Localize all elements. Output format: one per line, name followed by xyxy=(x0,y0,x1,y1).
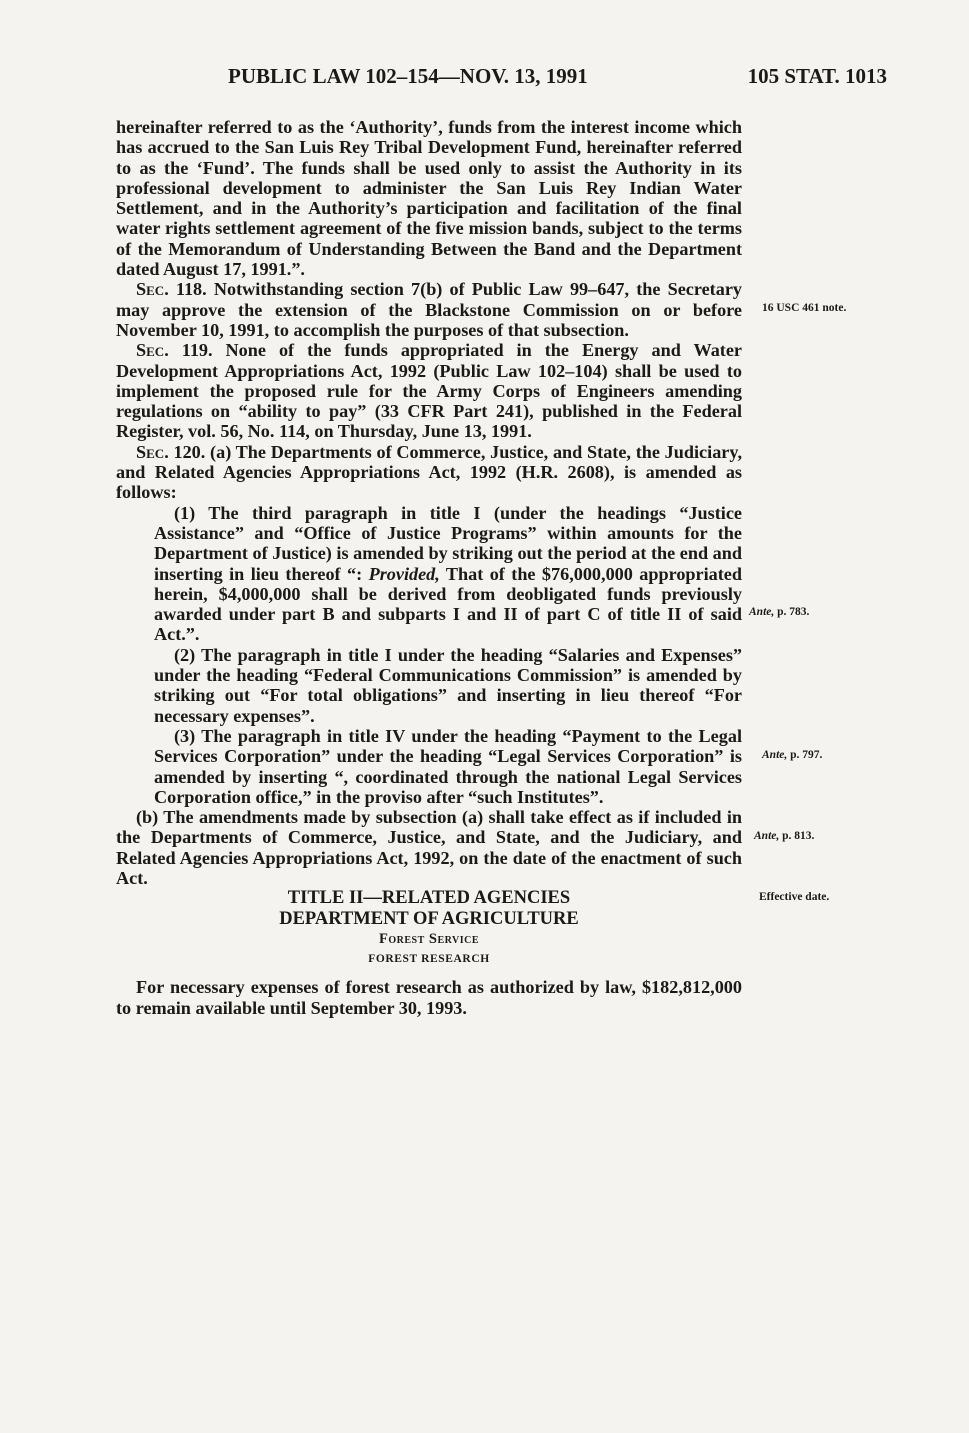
amendment-item-3: (3) The paragraph in title IV under the heading “Payment to the Legal Services Corporation” under the heading “Legal Services Corporation” is amended by inserting “, coordinated through the national Legal Services Corporation office,” in the proviso after “such Institutes”. xyxy=(154,725,742,807)
margin-note-page: p. 797. xyxy=(787,749,823,761)
section-label: Sec xyxy=(136,279,165,300)
agency-heading: Forest Service xyxy=(379,930,479,947)
department-heading: DEPARTMENT OF AGRICULTURE xyxy=(279,908,579,929)
document-body xyxy=(116,117,742,1018)
header-citation: PUBLIC LAW 102–154—NOV. 13, 1991 xyxy=(228,64,588,88)
subsection-b: (b) The amendments made by subsection (a) shall take effect as if included in the Departments of Commerce, Justice, and State, and the Judiciary, and Related Agencies Appropriations Act, 1992, on the date of the enactment of such Act. xyxy=(116,807,742,888)
section-120 xyxy=(116,442,742,503)
section-label: Sec xyxy=(136,340,165,361)
section-label: Sec xyxy=(136,441,165,462)
margin-note-ante: Ante, xyxy=(762,749,788,761)
margin-note-effective-date: Effective date. xyxy=(759,891,830,903)
item-1-provided: Provided, xyxy=(368,563,440,584)
section-118 xyxy=(116,279,742,340)
section-119 xyxy=(116,340,742,441)
item-1-text-b: That of the $76,000,000 appropriated herein, $4,000,000 shall be derived from deobligated funds previously awarded under part B and subparts I and II of part C of title II of said Act.”. xyxy=(154,563,742,645)
amendment-item-2: (2) The paragraph in title I under the heading “Salaries and Expenses” under the heading “Federal Communications Commission” is amended by striking out “For total obligations” and inserting in lieu thereof “For necessary expenses”. xyxy=(154,644,742,726)
title-heading: TITLE II—RELATED AGENCIES xyxy=(287,888,571,909)
margin-note-ante: Ante, xyxy=(754,830,780,842)
account-heading: FOREST RESEARCH xyxy=(368,953,490,966)
appropriation-paragraph: For necessary expenses of forest research as authorized by law, $182,812,000 to remain available until September 30, 1993. xyxy=(116,977,742,1018)
margin-note-ante-813 xyxy=(754,830,814,842)
margin-note-ante-783 xyxy=(749,606,809,618)
item-1-text-a: (1) The third paragraph in title I (under the headings “Justice Assistance” and “Office of Justice Programs” within amounts for the Department of Justice) is amended by striking out the period at the end and inserting in lieu thereof “: xyxy=(154,502,742,584)
margin-note-usc: 16 USC 461 note. xyxy=(762,302,847,314)
section-119-text: . 119. None of the funds appropriated in the Energy and Water Development Appropriations Act, 1992 (Public Law 102–104) shall be used to implement the proposed rule for the Army Corps of Engineers amending regulations on “ability to pay” (33 CFR Part 241), published in the Federal Register, vol. 56, No. 114, on Thursday, June 13, 1991. xyxy=(116,340,742,442)
section-118-text: . 118. Notwithstanding section 7(b) of Public Law 99–647, the Secretary may approve the extension of the Blackstone Commission on or before November 10, 1991, to accomplish the purposes of that subsection. xyxy=(116,279,742,340)
section-120-text: . 120. (a) The Departments of Commerce, Justice, and State, the Judiciary, and Related Agencies Appropriations Act, 1992 (H.R. 2608), is amended as follows: xyxy=(116,441,742,503)
margin-note-page: p. 813. xyxy=(779,830,815,842)
header-stat-page: 105 STAT. 1013 xyxy=(747,64,887,88)
amendment-item-1 xyxy=(116,503,742,645)
margin-note-ante-797 xyxy=(762,749,822,761)
page-header xyxy=(228,64,887,94)
paragraph-continued: hereinafter referred to as the ‘Authority’, funds from the interest income which has accrued to the San Luis Rey Tribal Development Fund, hereinafter referred to as the ‘Fund’. The funds shall be used only to assist the Authority in its professional development to administer the San Luis Rey Indian Water Settlement, and in the Authority’s participation and facilitation of the final water rights settlement agreement of the five mission bands, subject to the terms of the Memorandum of Understanding Between the Band and the Department dated August 17, 1991.”. xyxy=(116,117,742,280)
margin-note-ante: Ante, xyxy=(749,606,775,618)
margin-note-page: p. 783. xyxy=(774,606,810,618)
